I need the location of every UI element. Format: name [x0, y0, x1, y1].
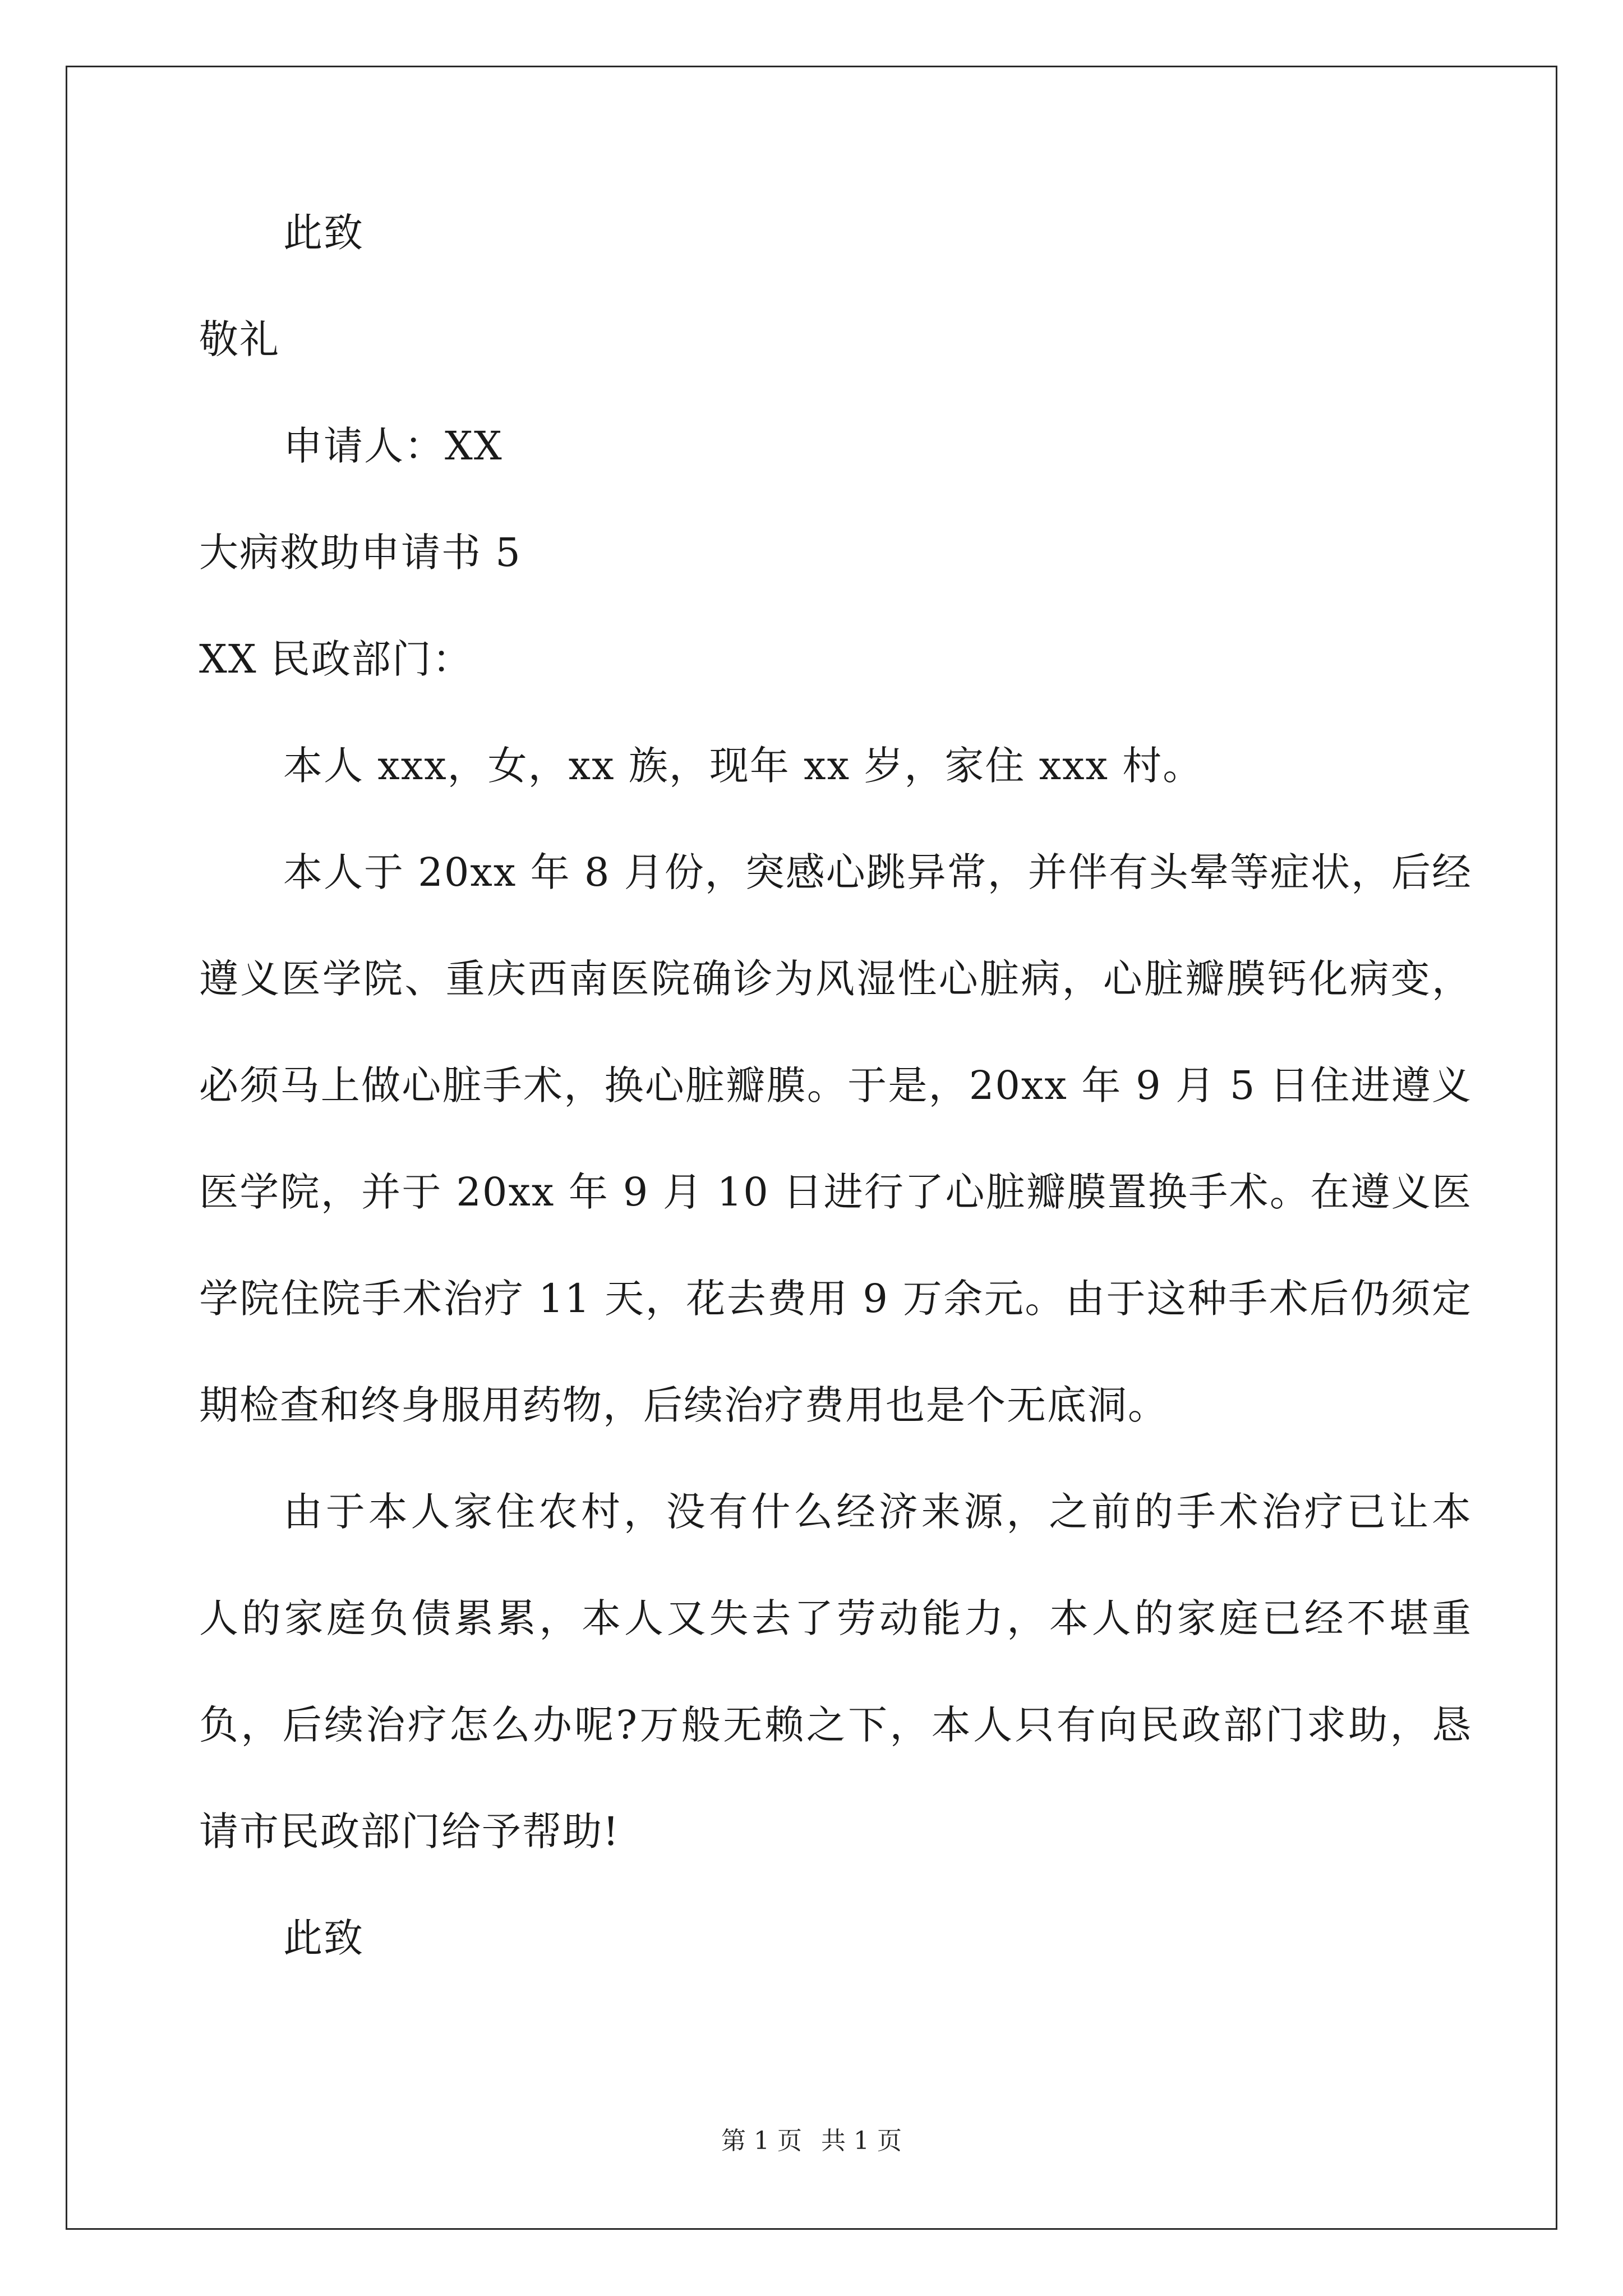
document-heading: 大病救助申请书 5 [199, 530, 522, 576]
paragraph-hardship-line-3: 负，后续治疗怎么办呢?万般无赖之下，本人只有向民政部门求助，恳 [199, 1702, 1472, 1748]
page-number-current: 第 1 页 [721, 2127, 802, 2155]
paragraph-hardship-line-2: 人的家庭负债累累，本人又失去了劳动能力，本人的家庭已经不堪重 [199, 1595, 1472, 1641]
closing-salutation-2: 此致 [283, 1915, 364, 1961]
paragraph-medical-line-2: 遵义医学院、重庆西南医院确诊为风湿性心脏病，心脏瓣膜钙化病变， [199, 956, 1472, 1002]
paragraph-intro: 本人 xxx，女，xx 族，现年 xx 岁，家住 xxx 村。 [283, 743, 1204, 789]
page-footer [0, 2129, 1623, 2154]
paragraph-medical-line-6: 期检查和终身服用药物，后续治疗费用也是个无底洞。 [199, 1382, 1168, 1428]
page-number-total: 共 1 页 [821, 2127, 902, 2155]
paragraph-medical-line-5: 学院住院手术治疗 11 天，花去费用 9 万余元。由于这种手术后仍须定 [199, 1276, 1472, 1322]
applicant-signature: 申请人：XX [283, 423, 503, 469]
paragraph-medical-line-4: 医学院，并于 20xx 年 9 月 10 日进行了心脏瓣膜置换手术。在遵义医 [199, 1169, 1472, 1215]
page-border [66, 66, 1557, 2230]
closing-salutation: 此致 [283, 210, 364, 256]
paragraph-hardship-line-1: 由于本人家住农村，没有什么经济来源，之前的手术治疗已让本 [283, 1489, 1472, 1535]
closing-regards: 敬礼 [199, 316, 280, 362]
recipient-line: XX 民政部门： [199, 636, 473, 682]
paragraph-medical-line-3: 必须马上做心脏手术，换心脏瓣膜。于是，20xx 年 9 月 5 日住进遵义 [199, 1062, 1472, 1108]
paragraph-medical-line-1: 本人于 20xx 年 8 月份，突感心跳异常，并伴有头晕等症状，后经 [283, 849, 1472, 895]
paragraph-hardship-line-4: 请市民政部门给予帮助! [199, 1809, 620, 1855]
